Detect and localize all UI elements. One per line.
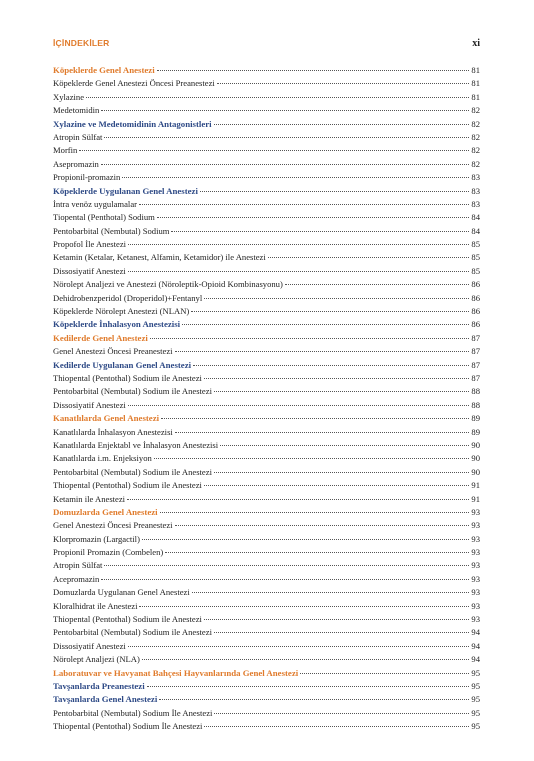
toc-entry: [53, 559, 480, 572]
toc-page-number: 84: [471, 212, 480, 223]
dot-leader: [104, 565, 469, 566]
toc-page-number: 83: [471, 198, 480, 209]
toc-entry-title: Thiopental (Pentothal) Sodium ile Anestezi: [53, 372, 202, 383]
toc-entry-title: Genel Anestezi Öncesi Preanestezi: [53, 520, 173, 531]
toc-section-entry: [53, 359, 480, 372]
toc-page-number: 93: [471, 533, 480, 544]
dot-leader: [217, 83, 470, 84]
toc-entry-title: Xylazine ve Medetomidinin Antagonistleri: [53, 118, 212, 129]
toc-entry: [53, 626, 480, 639]
toc-page-number: 83: [471, 172, 480, 183]
toc-page-number: 88: [471, 386, 480, 397]
toc-entry: [53, 707, 480, 720]
toc-entry-title: Medetomidin: [53, 105, 100, 116]
toc-page-number: 85: [471, 265, 480, 276]
toc-page-number: 86: [471, 319, 480, 330]
dot-leader: [171, 231, 469, 232]
toc-entry: [53, 640, 480, 653]
toc-page-number: 93: [471, 547, 480, 558]
toc-entry-title: Acepromazin: [53, 573, 100, 584]
toc-page-number: 93: [471, 520, 480, 531]
toc-entry: [53, 493, 480, 506]
toc-section-entry: [53, 667, 480, 680]
toc-entry-title: Domuzlarda Uygulanan Genel Anestezi: [53, 587, 190, 598]
toc-entry-title: Pentobarbital (Nembutal) Sodium ile Anestezi: [53, 386, 212, 397]
toc-page-number: 91: [471, 480, 480, 491]
toc-entry-title: Köpeklerde Genel Anestezi Öncesi Preanestezi: [53, 78, 215, 89]
toc-section-entry: [53, 64, 480, 77]
dot-leader: [160, 512, 470, 513]
toc-page-number: 87: [471, 332, 480, 343]
dot-leader: [175, 432, 470, 433]
dot-leader: [142, 539, 469, 540]
dot-leader: [204, 619, 469, 620]
toc-page-number: 95: [471, 667, 480, 678]
dot-leader: [175, 351, 470, 352]
toc-entry-title: Kloralhidrat ile Anestezi: [53, 600, 138, 611]
toc-entry: [53, 479, 480, 492]
dot-leader: [101, 579, 469, 580]
dot-leader: [128, 244, 469, 245]
dot-leader: [161, 418, 469, 419]
toc-section-entry: [53, 680, 480, 693]
toc-page-number: 82: [471, 145, 480, 156]
table-of-contents: [53, 64, 480, 734]
toc-page-number: 88: [471, 399, 480, 410]
toc-entry-title: Xylazine: [53, 91, 85, 102]
dot-leader: [214, 472, 469, 473]
toc-entry-title: Propofol İle Anestezi: [53, 239, 127, 250]
dot-leader: [300, 673, 469, 674]
toc-page-number: 94: [471, 640, 480, 651]
toc-page-number: 87: [471, 359, 480, 370]
toc-page-number: 94: [471, 654, 480, 665]
toc-page-number: 90: [471, 439, 480, 450]
toc-page-number: 95: [471, 721, 480, 732]
page-header: [53, 38, 480, 49]
toc-entry: [53, 466, 480, 479]
toc-entry-title: Kedilerde Uygulanan Genel Anestezi: [53, 359, 192, 370]
toc-page-number: 81: [471, 65, 480, 75]
header-page-number: xi: [472, 38, 480, 49]
dot-leader: [268, 257, 470, 258]
toc-page-number: 94: [471, 627, 480, 638]
toc-section-entry: [53, 412, 480, 425]
dot-leader: [165, 552, 469, 553]
toc-entry: [53, 720, 480, 733]
toc-page-number: 82: [471, 158, 480, 169]
toc-entry-title: Tiopental (Penthotal) Sodium: [53, 212, 155, 223]
dot-leader: [200, 191, 470, 192]
toc-entry: [53, 439, 480, 452]
toc-page-number: 90: [471, 466, 480, 477]
toc-page-number: 86: [471, 306, 480, 317]
toc-section-entry: [53, 185, 480, 198]
toc-entry-title: Thiopental (Pentothal) Sodium ile Anestezi: [53, 480, 202, 491]
toc-entry-title: Laboratuvar ve Havyanat Bahçesi Hayvanlarında Genel Anestezi: [53, 667, 299, 678]
toc-section-entry: [53, 693, 480, 706]
toc-entry-title: İntra venöz uygulamalar: [53, 198, 137, 209]
toc-page-number: 93: [471, 573, 480, 584]
dot-leader: [79, 150, 469, 151]
toc-page-number: 84: [471, 225, 480, 236]
toc-entry-title: Köpeklerde Nörolept Anestezi (NLAN): [53, 306, 190, 317]
toc-entry: [53, 399, 480, 412]
toc-entry: [53, 426, 480, 439]
dot-leader: [86, 97, 469, 98]
toc-entry-title: Pentobarbital (Nembutal) Sodium İle Anestezi: [53, 707, 213, 718]
toc-entry: [53, 171, 480, 184]
toc-entry-title: Domuzlarda Genel Anestezi: [53, 506, 158, 517]
toc-page-number: 89: [471, 426, 480, 437]
toc-entry-title: Atropin Sülfat: [53, 131, 103, 142]
toc-entry: [53, 198, 480, 211]
toc-entry-title: Propionil Promazin (Combelen): [53, 547, 164, 558]
toc-entry: [53, 292, 480, 305]
toc-page-number: 82: [471, 118, 480, 129]
toc-page-number: 86: [471, 292, 480, 303]
toc-entry-title: Propionil-promazin: [53, 172, 121, 183]
dot-leader: [157, 217, 470, 218]
toc-entry: [53, 91, 480, 104]
toc-entry-title: Pentobarbital (Nembutal) Sodium ile Anestezi: [53, 466, 212, 477]
toc-entry-title: Dissosiyatif Anestezi: [53, 265, 126, 276]
toc-entry-title: Kanatlılarda İnhalasyon Anestezisi: [53, 426, 173, 437]
toc-entry: [53, 546, 480, 559]
toc-entry-title: Pentobarbital (Nembutal) Sodium: [53, 225, 170, 236]
toc-entry: [53, 158, 480, 171]
toc-entry-title: Ketamin ile Anestezi: [53, 493, 126, 504]
toc-entry: [53, 586, 480, 599]
toc-entry-title: Dissosiyatif Anestezi: [53, 399, 126, 410]
dot-leader: [285, 284, 470, 285]
toc-entry-title: Kanatlılarda Genel Anestezi: [53, 413, 160, 424]
toc-page-number: 87: [471, 346, 480, 357]
dot-leader: [150, 338, 470, 339]
toc-page-number: 87: [471, 372, 480, 383]
toc-page-number: 93: [471, 600, 480, 611]
dot-leader: [191, 311, 469, 312]
toc-entry-title: Nörolept Analjezi (NLA): [53, 654, 140, 665]
toc-entry: [53, 305, 480, 318]
toc-entry: [53, 238, 480, 251]
toc-entry-title: Ketamin (Ketalar, Ketanest, Alfamin, Ketamidor) ile Anestezi: [53, 252, 266, 263]
toc-entry: [53, 613, 480, 626]
toc-entry-title: Dissosiyatif Anestezi: [53, 640, 126, 651]
toc-page-number: 93: [471, 614, 480, 625]
toc-page-number: 81: [471, 91, 480, 102]
toc-section-entry: [53, 332, 480, 345]
dot-leader: [214, 632, 469, 633]
dot-leader: [101, 110, 469, 111]
toc-entry-title: Tavşanlarda Preanestezi: [53, 680, 145, 691]
toc-page-number: 89: [471, 413, 480, 424]
toc-entry-title: Kedilerde Genel Anestezi: [53, 332, 148, 343]
dot-leader: [214, 391, 469, 392]
dot-leader: [159, 699, 469, 700]
toc-entry: [53, 345, 480, 358]
dot-leader: [128, 646, 470, 647]
toc-entry: [53, 372, 480, 385]
dot-leader: [157, 70, 470, 71]
toc-entry: [53, 251, 480, 264]
dot-leader: [214, 713, 469, 714]
dot-leader: [127, 499, 469, 500]
toc-section-entry: [53, 506, 480, 519]
toc-entry: [53, 600, 480, 613]
toc-page-number: 83: [471, 185, 480, 196]
toc-entry: [53, 385, 480, 398]
toc-section-entry: [53, 118, 480, 131]
dot-leader: [182, 324, 469, 325]
dot-leader: [204, 298, 469, 299]
toc-page-number: 91: [471, 493, 480, 504]
toc-entry-title: Köpeklerde Uygulanan Genel Anestezi: [53, 185, 198, 196]
dot-leader: [147, 686, 470, 687]
dot-leader: [193, 365, 469, 366]
dot-leader: [104, 137, 469, 138]
dot-leader: [139, 606, 469, 607]
dot-leader: [192, 592, 470, 593]
toc-page-number: 95: [471, 680, 480, 691]
toc-entry: [53, 77, 480, 90]
toc-entry-title: Pentobarbital (Nembutal) Sodium ile Anestezi: [53, 627, 212, 638]
toc-entry-title: Morfin: [53, 145, 78, 156]
toc-entry: [53, 452, 480, 465]
dot-leader: [220, 445, 469, 446]
toc-entry-title: Thiopental (Pentothal) Sodium İle Anestezi: [53, 721, 203, 732]
toc-entry-title: Asepromazin: [53, 158, 99, 169]
toc-page-number: 95: [471, 707, 480, 718]
dot-leader: [204, 726, 469, 727]
dot-leader: [128, 405, 470, 406]
toc-entry: [53, 131, 480, 144]
dot-leader: [122, 177, 469, 178]
toc-entry-title: Kanatlılarda i.m. Enjeksiyon: [53, 453, 152, 464]
toc-entry: [53, 533, 480, 546]
toc-page-number: 93: [471, 560, 480, 571]
toc-entry: [53, 144, 480, 157]
toc-page-number: 90: [471, 453, 480, 464]
toc-page-number: 95: [471, 694, 480, 705]
toc-entry: [53, 519, 480, 532]
toc-entry: [53, 653, 480, 666]
toc-entry-title: Tavşanlarda Genel Anestezi: [53, 694, 158, 705]
toc-entry-title: Nörolept Analjezi ve Anestezi (Nöroleptik-Opioid Kombinasyonu): [53, 279, 283, 290]
toc-entry-title: Kanatlılarda Enjektabl ve İnhalasyon Anestezisi: [53, 439, 219, 450]
toc-page-number: 93: [471, 587, 480, 598]
toc-page-number: 82: [471, 131, 480, 142]
toc-entry-title: Atropin Sülfat: [53, 560, 103, 571]
dot-leader: [154, 458, 470, 459]
dot-leader: [101, 164, 470, 165]
toc-entry-title: Dehidrobenzperidol (Droperidol)+Fentanyl: [53, 292, 203, 303]
toc-section-entry: [53, 318, 480, 331]
toc-entry-title: Thiopental (Pentothal) Sodium ile Anestezi: [53, 614, 202, 625]
dot-leader: [139, 204, 469, 205]
toc-page-number: 86: [471, 279, 480, 290]
toc-page-number: 81: [471, 78, 480, 89]
toc-page-number: 93: [471, 506, 480, 517]
dot-leader: [204, 378, 469, 379]
dot-leader: [214, 124, 470, 125]
dot-leader: [128, 271, 470, 272]
toc-page-number: 82: [471, 105, 480, 116]
toc-entry-title: Genel Anestezi Öncesi Preanestezi: [53, 346, 173, 357]
toc-entry: [53, 278, 480, 291]
toc-entry: [53, 211, 480, 224]
dot-leader: [142, 659, 470, 660]
toc-page-number: 85: [471, 239, 480, 250]
toc-page-number: 85: [471, 252, 480, 263]
toc-entry: [53, 225, 480, 238]
dot-leader: [175, 525, 470, 526]
toc-entry-title: Köpeklerde İnhalasyon Anestezisi: [53, 319, 181, 330]
toc-entry: [53, 265, 480, 278]
toc-entry: [53, 573, 480, 586]
toc-entry: [53, 104, 480, 117]
toc-entry-title: Köpeklerde Genel Anestezi: [53, 65, 155, 75]
dot-leader: [204, 485, 469, 486]
header-title: İÇİNDEKİLER: [53, 38, 110, 48]
toc-entry-title: Klorpromazin (Largactil): [53, 533, 140, 544]
